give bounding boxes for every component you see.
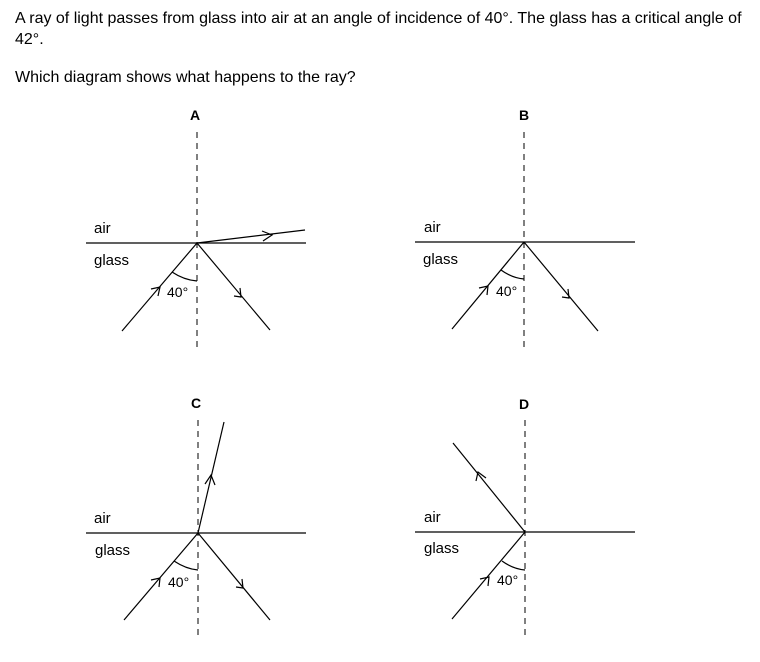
option-d-glass-label: glass: [424, 540, 460, 557]
option-a-air-label: air: [94, 220, 111, 237]
option-a-angle-label: 40°: [167, 284, 189, 300]
option-b-angle-arc: [501, 270, 524, 279]
option-a-refracted-ray: [197, 230, 305, 243]
option-a-reflected-arrow: [234, 288, 241, 297]
option-a-glass-label: glass: [94, 252, 130, 269]
option-b-angle-label: 40°: [496, 283, 518, 299]
question-text: A ray of light passes from glass into air at an angle of incidence of 40°. The glass has a critical angle of 42°.: [15, 10, 742, 48]
option-c-angle-arc: [174, 561, 198, 570]
option-d-angle-label: 40°: [497, 572, 519, 588]
option-b-letter: B: [519, 107, 530, 123]
option-d-reflected-ray: [453, 443, 525, 532]
option-a-letter: A: [190, 107, 201, 123]
option-c-air-label: air: [94, 510, 111, 527]
question-prompt: Which diagram shows what happens to the ray?: [15, 69, 356, 86]
option-a-refracted-arrow: [262, 231, 272, 241]
option-c-letter: C: [191, 395, 202, 411]
option-c-angle-label: 40°: [168, 574, 190, 590]
option-c[interactable]: [86, 395, 306, 640]
option-b-reflected-ray: [524, 242, 598, 331]
option-a[interactable]: [86, 107, 306, 352]
option-b-reflected-arrow: [562, 289, 569, 298]
option-d-angle-arc: [502, 561, 525, 570]
option-a-reflected-ray: [197, 243, 270, 330]
option-b-glass-label: glass: [423, 251, 459, 268]
option-d-air-label: air: [424, 509, 441, 526]
option-b[interactable]: [415, 107, 635, 352]
option-b-air-label: air: [424, 219, 441, 236]
option-c-reflected-ray: [198, 533, 270, 620]
option-d-reflected-arrow: [476, 472, 486, 481]
option-c-refracted-ray: [198, 422, 224, 533]
option-c-glass-label: glass: [95, 542, 131, 559]
option-a-angle-arc: [172, 272, 197, 281]
option-d[interactable]: [415, 396, 635, 640]
option-d-letter: D: [519, 396, 530, 412]
